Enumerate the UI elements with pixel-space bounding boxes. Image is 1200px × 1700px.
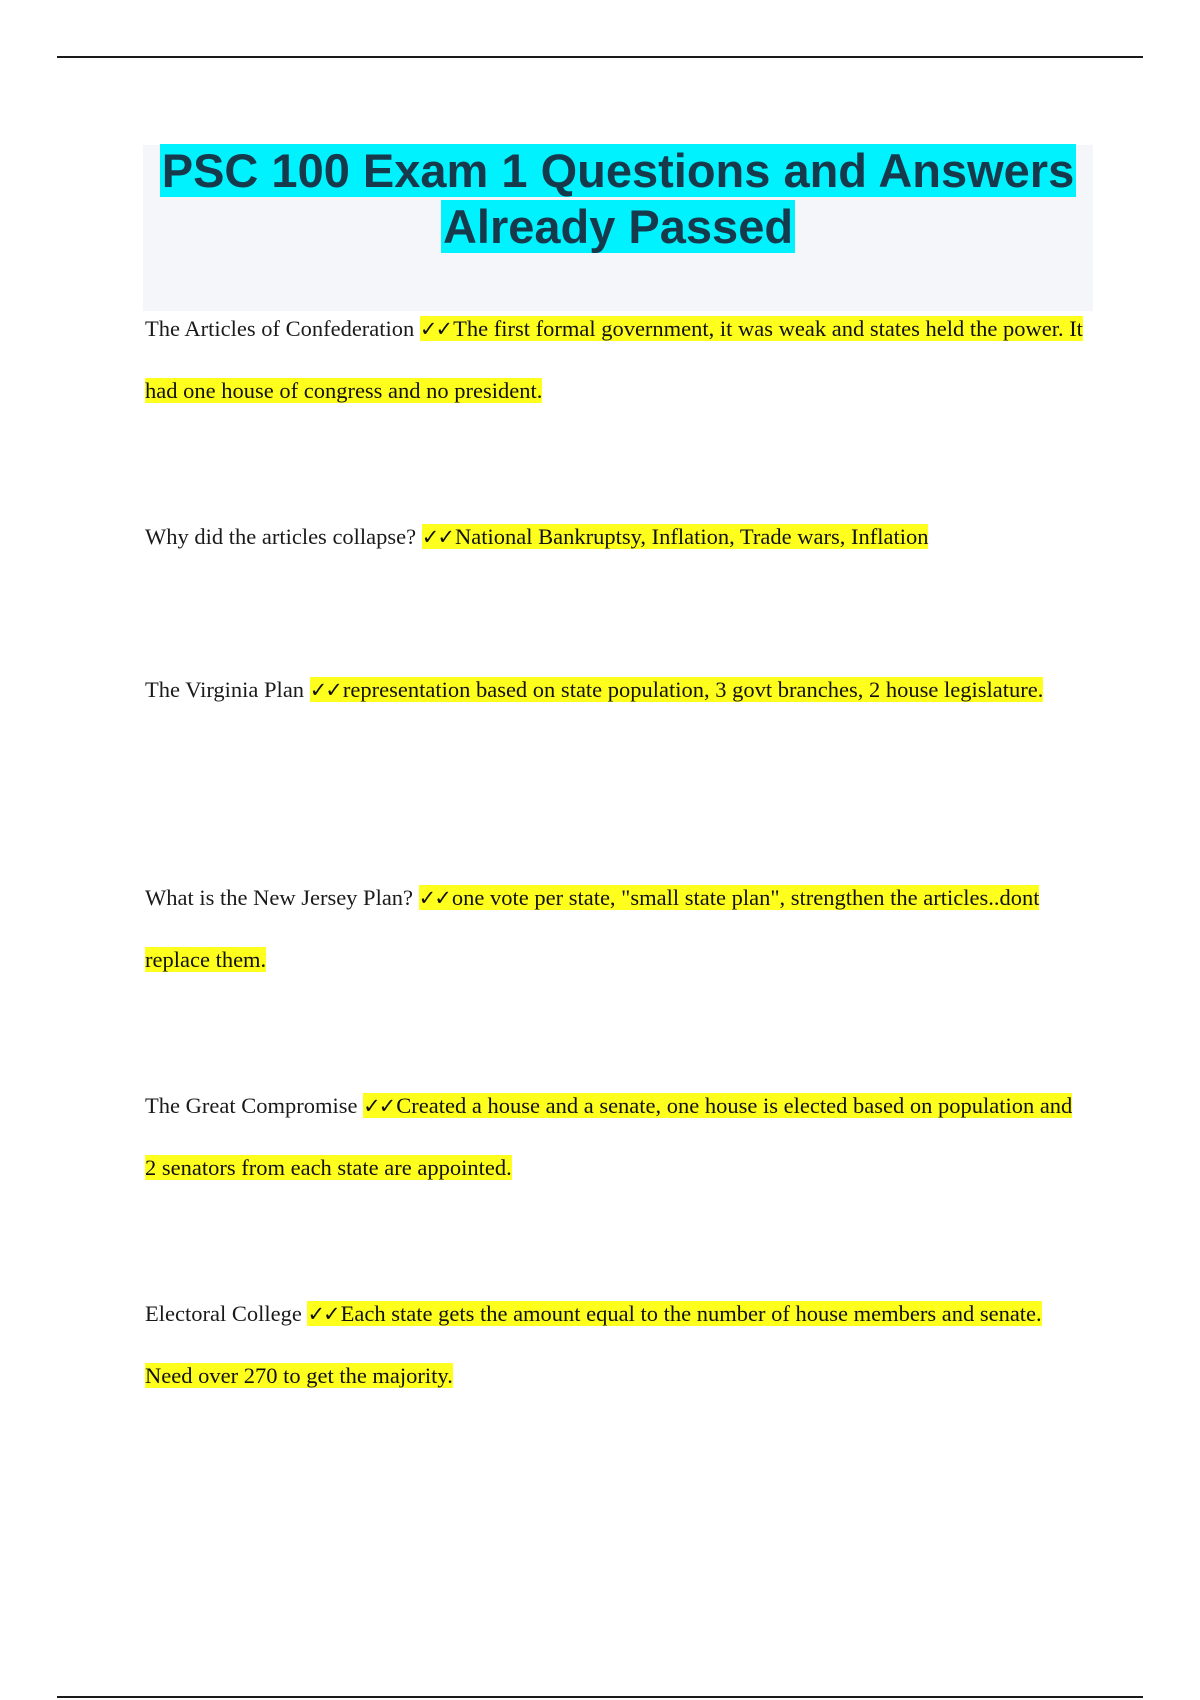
qa-answer-text: one vote per state, "small state plan", strengthen the articles..dont replace them. xyxy=(145,885,1040,972)
double-check-icon: ✓✓ xyxy=(309,678,341,702)
qa-answer xyxy=(310,677,1044,702)
qa-item-great-compromise xyxy=(145,1075,1085,1198)
double-check-icon: ✓✓ xyxy=(418,886,450,910)
qa-term: The Great Compromise xyxy=(145,1093,358,1118)
title-line-1: PSC 100 Exam 1 Questions and Answers xyxy=(161,144,1075,197)
qa-item-electoral-college xyxy=(145,1283,1085,1406)
qa-item-new-jersey-plan xyxy=(145,867,1085,990)
qa-answer-text: Each state gets the amount equal to the number of house members and senate. Need over 270 to get the majority. xyxy=(145,1301,1042,1388)
title-line-2: Already Passed xyxy=(442,200,794,253)
qa-term: Electoral College xyxy=(145,1301,302,1326)
qa-item-articles xyxy=(145,298,1085,421)
qa-answer-text: The first formal government, it was weak and states held the power. It had one house of congress and no president. xyxy=(145,316,1083,403)
qa-term: Why did the articles collapse? xyxy=(145,524,417,549)
qa-answer-text: representation based on state population, 3 govt branches, 2 house legislature. xyxy=(342,677,1044,702)
qa-item-collapse xyxy=(145,506,1085,568)
qa-answer xyxy=(422,524,929,549)
double-check-icon: ✓✓ xyxy=(307,1302,339,1326)
qa-term: What is the New Jersey Plan? xyxy=(145,885,414,910)
qa-answer-text: Created a house and a senate, one house is elected based on population and 2 senators from each state are appointed. xyxy=(145,1093,1073,1180)
qa-item-virginia-plan xyxy=(145,659,1085,721)
document-title xyxy=(143,143,1093,255)
double-check-icon: ✓✓ xyxy=(419,317,452,341)
bottom-rule xyxy=(57,1696,1143,1698)
qa-term: The Articles of Confederation xyxy=(145,316,415,341)
qa-term: The Virginia Plan xyxy=(145,677,305,702)
double-check-icon: ✓✓ xyxy=(363,1094,395,1118)
double-check-icon: ✓✓ xyxy=(421,525,453,549)
top-rule xyxy=(57,56,1143,58)
qa-answer-text: National Bankruptsy, Inflation, Trade wars, Inflation xyxy=(454,524,929,549)
